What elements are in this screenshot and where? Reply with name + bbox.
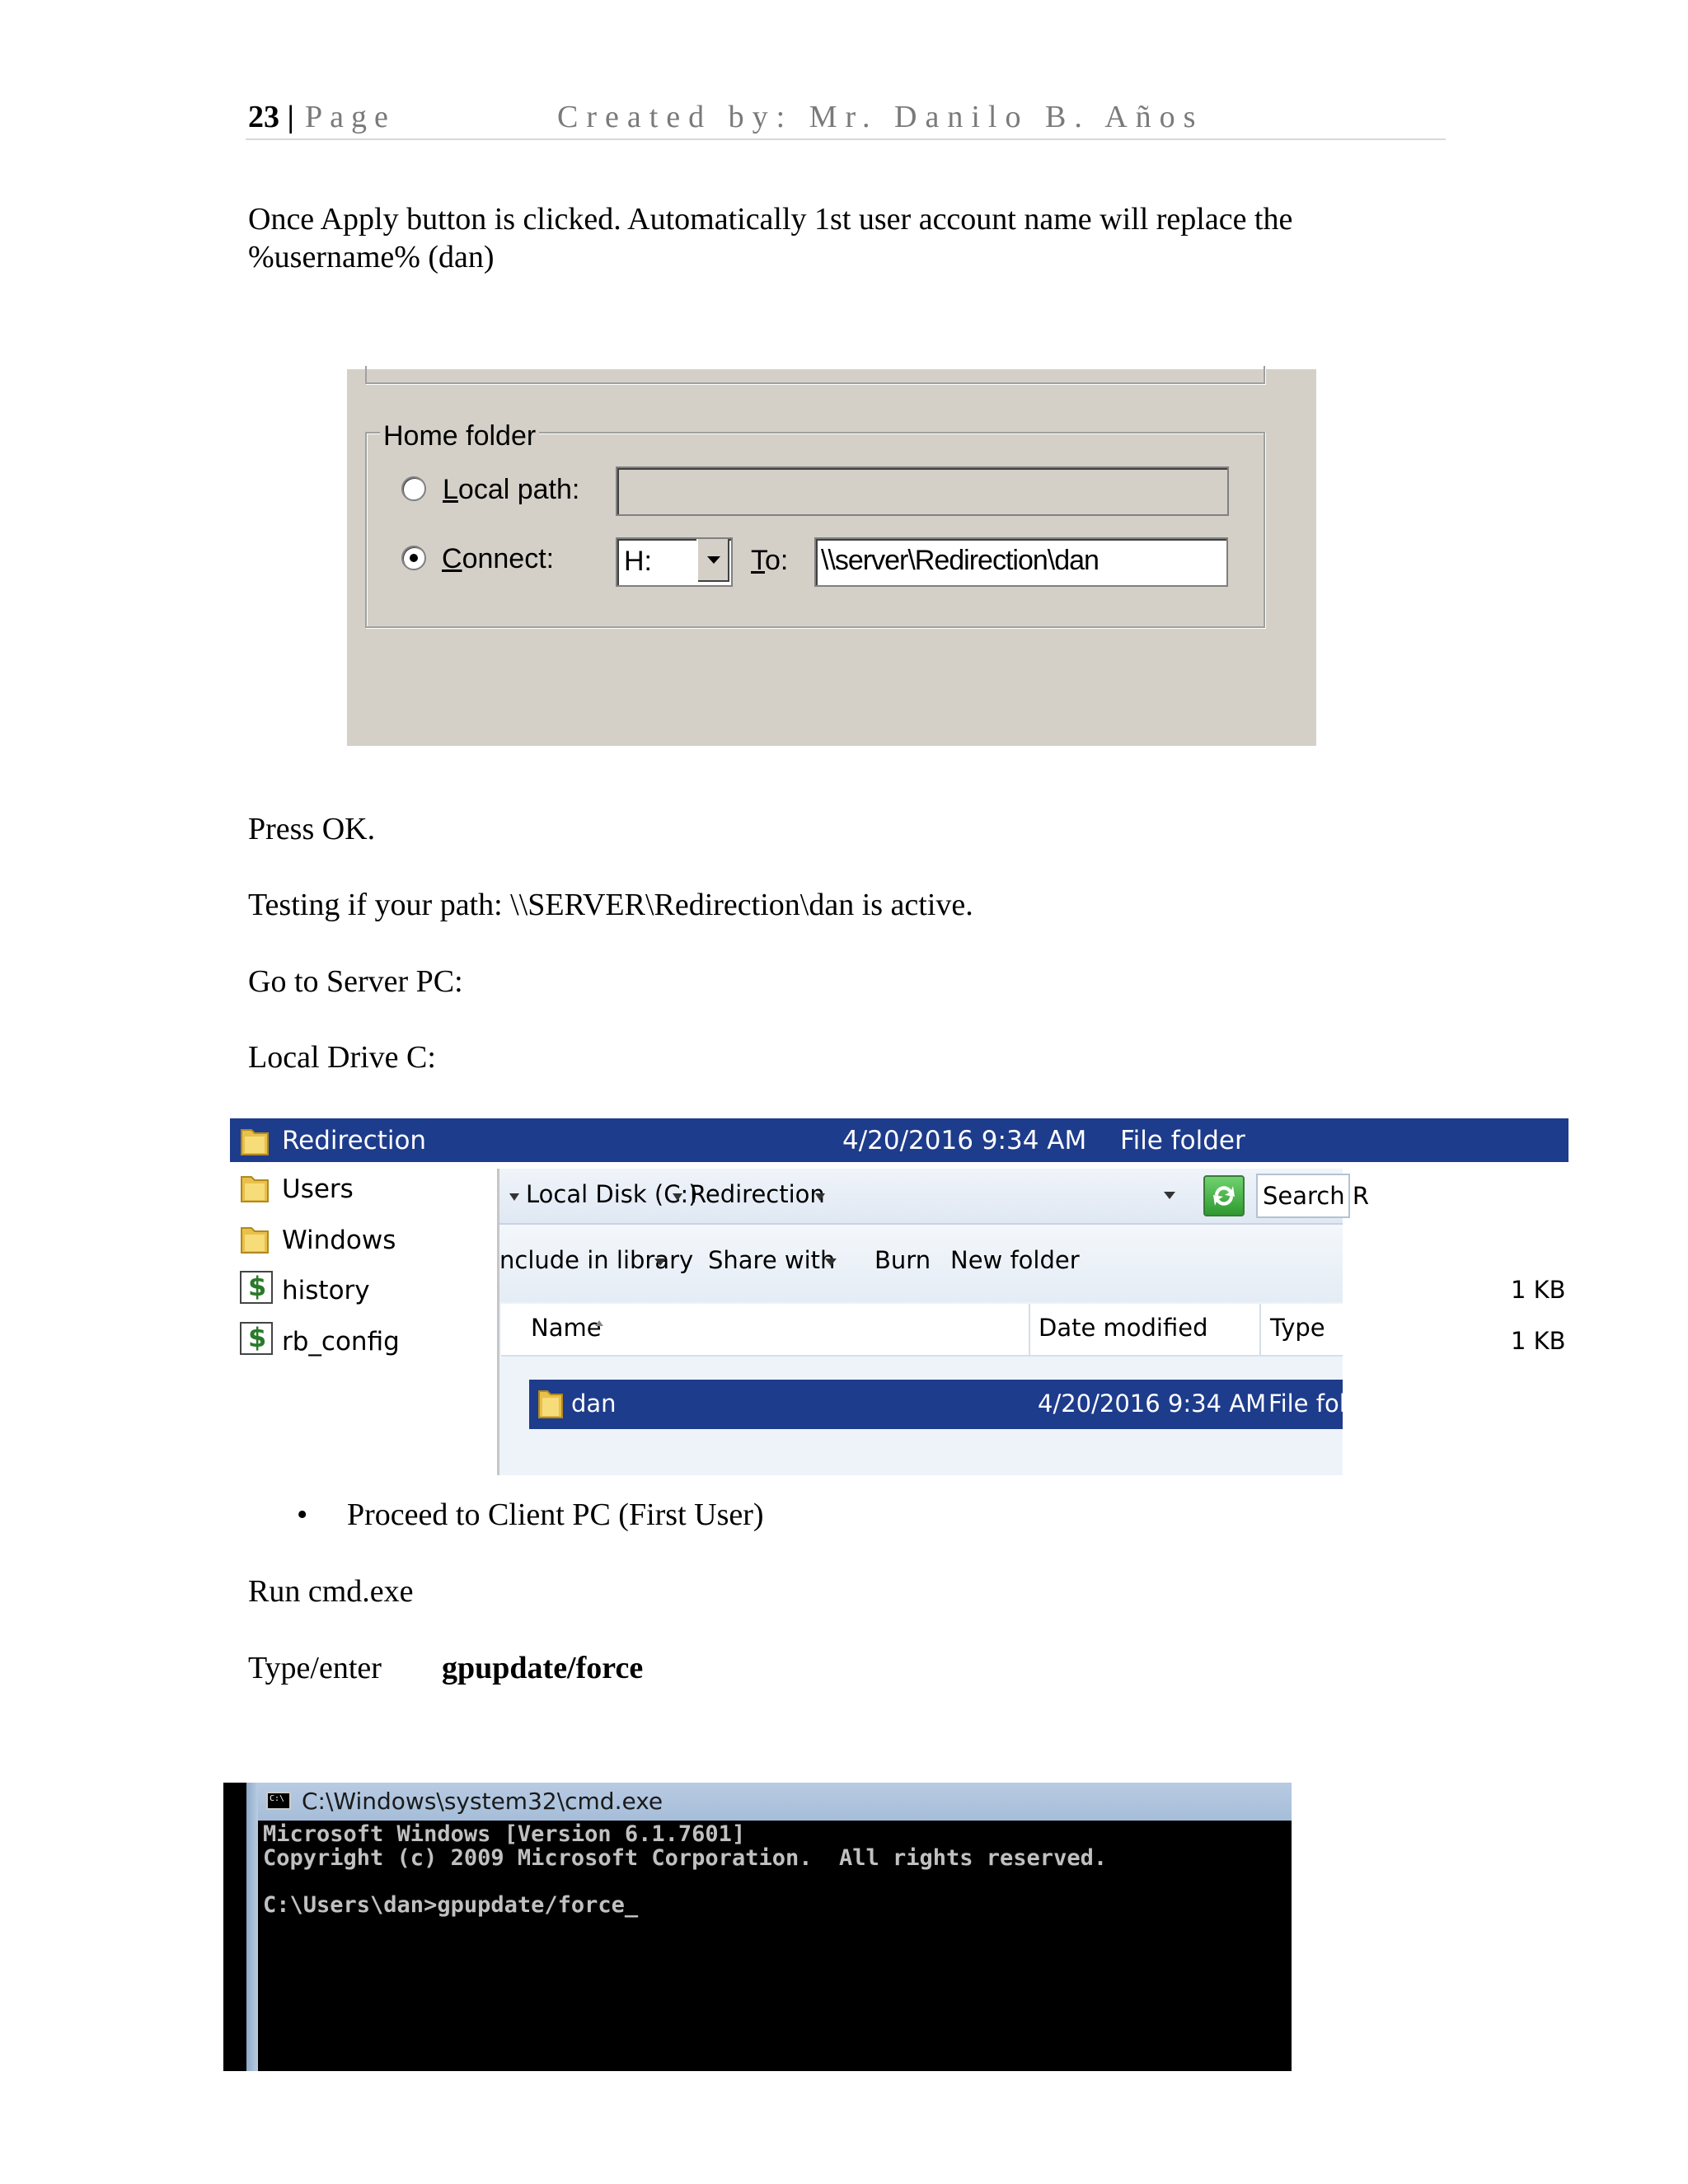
to-label: To: bbox=[751, 545, 789, 576]
connect-radio[interactable] bbox=[401, 546, 426, 570]
apply-note-line2: %username% (dan) bbox=[248, 240, 495, 274]
window-edge bbox=[223, 1783, 248, 2071]
cmd-title-bar[interactable] bbox=[258, 1783, 1292, 1821]
column-date-modified[interactable]: Date modified bbox=[1039, 1314, 1208, 1342]
row-name: dan bbox=[571, 1390, 617, 1418]
home-folder-group bbox=[365, 432, 1265, 628]
rb-config-size: 1 KB bbox=[1511, 1327, 1566, 1355]
home-folder-group-label: Home folder bbox=[380, 420, 539, 452]
folder-icon bbox=[240, 1223, 270, 1254]
bullet-icon: • bbox=[297, 1497, 308, 1532]
explorer-screenshot bbox=[230, 1118, 1568, 1473]
testing-path-text: Testing if your path: \\SERVER\Redirection\dan is active. bbox=[248, 888, 973, 922]
selected-folder-date: 4/20/2016 9:34 AM bbox=[842, 1126, 1087, 1155]
drive-letter-select[interactable] bbox=[616, 537, 733, 587]
selected-folder-row[interactable] bbox=[230, 1118, 1568, 1162]
selected-folder-name: Redirection bbox=[282, 1126, 427, 1155]
cmd-output-line2: Copyright (c) 2009 Microsoft Corporation. All rights reserved. bbox=[263, 1845, 1108, 1871]
apply-note-line1: Once Apply button is clicked. Automatically 1st user account name will replace the bbox=[248, 202, 1293, 237]
local-path-label: Local path: bbox=[443, 474, 580, 505]
chevron-down-icon[interactable] bbox=[825, 1258, 837, 1266]
connect-label: Connect: bbox=[442, 543, 555, 574]
window-border bbox=[246, 1783, 258, 2071]
local-path-field[interactable] bbox=[616, 466, 1229, 516]
upper-group-box bbox=[365, 366, 1265, 384]
home-folder-dialog-screenshot bbox=[347, 369, 1316, 746]
batch-file-icon bbox=[240, 1322, 273, 1355]
drive-letter-value: H: bbox=[624, 546, 652, 577]
gpupdate-command-text: gpupdate/force bbox=[442, 1651, 644, 1685]
folder-icon bbox=[240, 1125, 270, 1156]
breadcrumb-local-disk[interactable]: Local Disk (C:) bbox=[526, 1180, 698, 1208]
column-divider[interactable] bbox=[1259, 1304, 1261, 1355]
sort-ascending-icon bbox=[595, 1320, 603, 1326]
header-rule bbox=[246, 138, 1446, 140]
cmd-output-line1: Microsoft Windows [Version 6.1.7601] bbox=[263, 1821, 746, 1847]
cmd-window-screenshot bbox=[223, 1783, 1292, 2071]
list-item-windows[interactable]: Windows bbox=[282, 1226, 396, 1255]
cmd-icon: C:\ bbox=[266, 1792, 291, 1810]
burn-button[interactable]: Burn bbox=[874, 1246, 931, 1274]
folder-icon bbox=[537, 1388, 564, 1419]
page-label: Page bbox=[305, 100, 396, 134]
page-number: 23 | bbox=[248, 100, 294, 134]
column-headers bbox=[501, 1304, 1343, 1357]
to-path-value: \\server\Redirection\dan bbox=[821, 545, 1099, 576]
history-size: 1 KB bbox=[1511, 1276, 1566, 1304]
search-placeholder: Search R bbox=[1263, 1182, 1369, 1210]
cmd-prompt-line[interactable]: C:\Users\dan>gpupdate/force_ bbox=[263, 1892, 639, 1918]
folder-icon bbox=[240, 1172, 270, 1203]
new-folder-button[interactable]: New folder bbox=[950, 1246, 1080, 1274]
author-credit: Created by: Mr. Danilo B. Años bbox=[557, 100, 1204, 134]
column-name[interactable]: Name bbox=[531, 1314, 602, 1342]
column-divider[interactable] bbox=[1029, 1304, 1030, 1355]
cmd-title: C:\Windows\system32\cmd.exe bbox=[302, 1788, 663, 1815]
address-bar[interactable] bbox=[499, 1169, 1369, 1225]
history-dropdown-icon[interactable] bbox=[1164, 1192, 1175, 1199]
chevron-down-icon[interactable] bbox=[696, 539, 729, 582]
batch-file-icon bbox=[240, 1271, 273, 1304]
chevron-down-icon[interactable] bbox=[815, 1193, 825, 1201]
list-item-rb-config[interactable]: rb_config bbox=[282, 1327, 400, 1357]
chevron-down-icon[interactable] bbox=[509, 1193, 519, 1201]
run-cmd-text: Run cmd.exe bbox=[248, 1574, 414, 1609]
search-input[interactable] bbox=[1256, 1174, 1369, 1218]
local-drive-text: Local Drive C: bbox=[248, 1040, 436, 1075]
include-in-library-button[interactable]: nclude in library bbox=[499, 1246, 694, 1274]
refresh-icon[interactable] bbox=[1203, 1175, 1245, 1216]
column-type[interactable]: Type bbox=[1270, 1314, 1325, 1342]
breadcrumb-redirection[interactable]: Redirection bbox=[690, 1180, 825, 1208]
table-row[interactable] bbox=[529, 1380, 1362, 1429]
local-path-radio[interactable] bbox=[401, 476, 426, 501]
to-path-field[interactable] bbox=[814, 537, 1228, 587]
list-item-history[interactable]: history bbox=[282, 1276, 370, 1305]
list-item-users[interactable]: Users bbox=[282, 1174, 354, 1204]
share-with-button[interactable]: Share with bbox=[708, 1246, 836, 1274]
bullet-client-text: Proceed to Client PC (First User) bbox=[347, 1497, 764, 1532]
chevron-down-icon[interactable] bbox=[654, 1258, 666, 1266]
selected-folder-type: File folder bbox=[1120, 1126, 1245, 1155]
row-date: 4/20/2016 9:34 AM bbox=[1038, 1390, 1267, 1418]
type-enter-text: Type/enter bbox=[248, 1651, 382, 1685]
command-toolbar bbox=[499, 1225, 1343, 1302]
go-server-text: Go to Server PC: bbox=[248, 964, 463, 999]
row-type: File fold bbox=[1268, 1390, 1362, 1418]
chevron-down-icon[interactable] bbox=[673, 1193, 682, 1201]
explorer-window bbox=[497, 1169, 1369, 1475]
press-ok-text: Press OK. bbox=[248, 812, 376, 846]
